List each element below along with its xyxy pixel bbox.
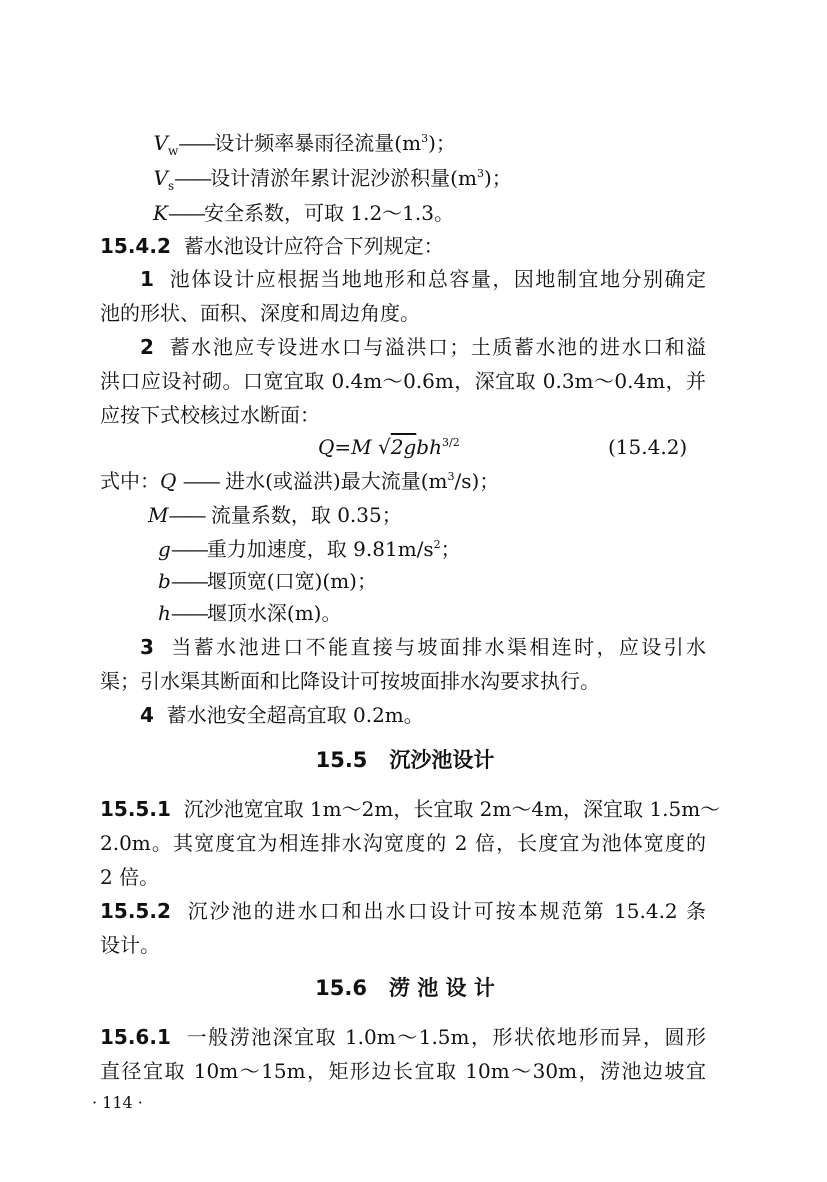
clause-15-5-2-line-1: 15.5.2 沉沙池的进水口和出水口设计可按本规范第 15.4.2 条 [100, 899, 707, 923]
section-15-6-heading: 15.6 涝 池 设 计 [315, 976, 495, 1000]
definition-g: g——重力加速度，取 $9.81m/s^2$； [158, 537, 461, 561]
page-number: · 114 · [92, 1093, 143, 1112]
clause-15-5-1-line-2: 2.0m。其宽度宜为相连排水沟宽度的 2 倍，长度宜为池体宽度的 [100, 831, 706, 855]
item-2-line-1: 2 蓄水池应专设进水口与溢洪口；土质蓄水池的进水口和溢 [140, 335, 707, 359]
item-3-line-1: 3 当蓄水池进口不能直接与坡面排水渠相连时，应设引水 [140, 635, 707, 659]
definition-b: b——堰顶宽(口宽)(m)； [158, 569, 377, 593]
clause-15-6-1-line-1: 15.6.1 一般涝池深宜取 1.0m～1.5m，形状依地形而异，圆形 [100, 1025, 706, 1049]
item-3-line-2: 渠；引水渠其断面和比降设计可按坡面排水沟要求执行。 [100, 669, 600, 693]
definition-k: K——安全系数，可取 1.2～1.3。 [153, 201, 454, 225]
item-2-line-3: 应按下式校核过水断面： [100, 403, 320, 427]
item-1-line-2: 池的形状、面积、深度和周边角度。 [100, 301, 420, 325]
definition-m: M—— 流量系数，取 0.35； [148, 503, 402, 527]
definition-h: h——堰顶水深(m)。 [158, 601, 342, 625]
section-15-5-heading: 15.5 沉沙池设计 [315, 748, 495, 772]
clause-15-5-1-line-3: 2 倍。 [100, 865, 160, 889]
definition-q: 式中：Q —— 进水(或溢洪)最大流量$(m^3/s)$； [100, 469, 500, 493]
formula-15-4-2: Q=M √2gbh$^{3/2}$ [318, 435, 460, 459]
item-1-line-1: 1 池体设计应根据当地地形和总容量，因地制宜地分别确定 [140, 267, 707, 291]
item-4-line-1: 4 蓄水池安全超高宜取 0.2m。 [140, 703, 424, 727]
clause-15-5-1-line-1: 15.5.1 沉沙池宽宜取 1m～2m，长宜取 2m～4m，深宜取 1.5m～ [100, 797, 721, 821]
definition-vw: $V_w——$设计频率暴雨径流量$(m^3)$； [153, 131, 456, 158]
item-2-line-2: 洪口应设衬砌。口宽宜取 0.4m～0.6m，深宜取 0.3m～0.4m，并 [100, 369, 706, 393]
clause-15-4-2-title: 15.4.2 蓄水池设计应符合下列规定： [100, 234, 444, 258]
clause-15-5-2-line-2: 设计。 [100, 933, 160, 957]
clause-15-6-1-line-2: 直径宜取 10m～15m，矩形边长宜取 10m～30m，涝池边坡宜 [100, 1059, 706, 1083]
definition-vs: $V_s——$设计清淤年累计泥沙淤积量$(m^3)$； [153, 166, 512, 193]
formula-number: (15.4.2) [608, 435, 688, 459]
